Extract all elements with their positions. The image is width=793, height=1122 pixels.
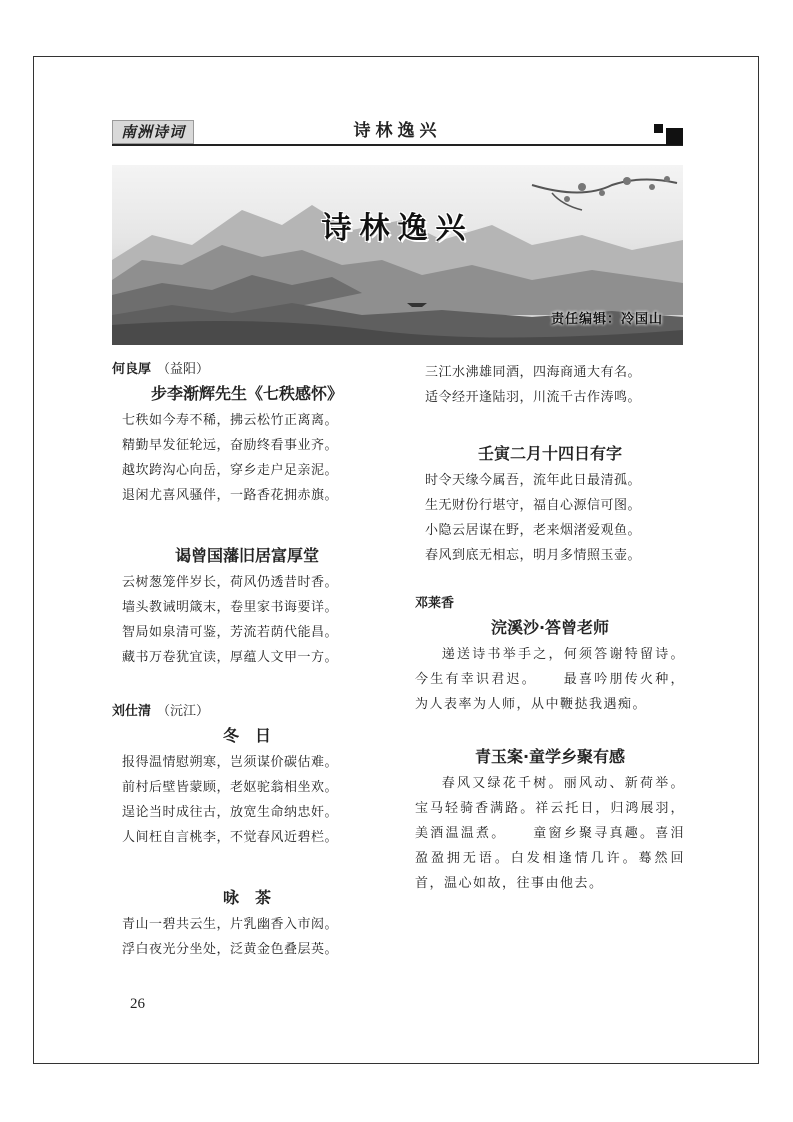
author-deng-laixiang — [415, 594, 685, 614]
header-rule — [112, 144, 683, 146]
author-place: （沅江） — [157, 704, 210, 719]
banner-title: 诗林逸兴 — [321, 211, 474, 246]
poem-line: 逞论当时成往古，放宽生命纳忠奸。 — [122, 805, 339, 820]
poem-title: 冬 日 — [222, 726, 271, 745]
poem-line: 七秩如今寿不稀，拂云松竹正离离。 — [122, 413, 339, 428]
poem-line: 前村后壁皆蒙顾，老妪驼翁相坐欢。 — [122, 780, 339, 795]
poem-line: 藏书万卷犹宜读，厚蕴人文甲一方。 — [122, 650, 339, 665]
author-he-lianghou — [112, 360, 382, 380]
ci-part-1: 春风又绿花千树。丽风动、新荷举。宝马轻骑香满路。祥云托日，归鸿展羽，美酒温温煮。 — [415, 776, 685, 841]
banner — [112, 165, 683, 345]
poem-line: 人间枉自言桃李，不觉春风近碧栏。 — [122, 830, 339, 845]
author-name: 刘仕清 — [112, 704, 152, 719]
ci-text — [415, 642, 685, 717]
poem-line: 时令天缘今属吾，流年此日最清孤。 — [425, 473, 642, 488]
poem-title: 步李渐辉先生《七秩感怀》 — [150, 384, 343, 403]
poem-line: 精勤早发征轮远，奋励终看事业齐。 — [122, 438, 339, 453]
left-column — [112, 360, 382, 962]
right-column — [415, 360, 685, 896]
poem-title: 青玉案·童学乡聚有感 — [474, 747, 626, 766]
poem-line: 春风到底无相忘，明月多情照玉壶。 — [425, 548, 642, 563]
poem-title: 壬寅二月十四日有字 — [477, 444, 622, 463]
poem-title: 浣溪沙·答曾老师 — [490, 618, 610, 637]
editor-credit: 责任编辑：冷国山 — [550, 312, 663, 327]
poem-line: 云树葱笼伴岁长，荷风仍透昔时香。 — [122, 575, 339, 590]
page-number: 26 — [130, 996, 145, 1012]
magazine-brand: 南洲诗词 — [112, 120, 194, 144]
poem-line: 小隐云居谋在野，老来烟渚爱观鱼。 — [425, 523, 642, 538]
author-place: （益阳） — [157, 362, 210, 377]
poem-title: 谒曾国藩旧居富厚堂 — [174, 546, 319, 565]
poem-line: 浮白夜光分坐处，泛黄金色叠层英。 — [122, 942, 339, 957]
author-name: 邓莱香 — [415, 596, 455, 611]
ci-part-2: 最喜吟朋传火种，为人表率为人师，从中鞭挞我遇痴。 — [415, 672, 685, 712]
poem-line: 报得温情慰朔寒，岂须谋价碳估难。 — [122, 755, 339, 770]
author-liu-shiqing — [112, 702, 382, 722]
poem-title: 咏 茶 — [222, 888, 271, 907]
poem-line: 生无财份行堪守，福自心源信可图。 — [425, 498, 642, 513]
author-name: 何良厚 — [112, 362, 152, 377]
poem-line: 越坎跨沟心向岳，穿乡走户足亲泥。 — [122, 463, 339, 478]
ci-text — [415, 771, 685, 896]
poem-line: 适令经开逢陆羽，川流千古作涛鸣。 — [425, 390, 642, 405]
large-square-icon — [666, 128, 683, 145]
poem-line: 退闲尤喜风骚伴，一路香花拥赤旗。 — [122, 488, 339, 503]
poem-line: 智局如泉清可鉴，芳流若荫代能昌。 — [122, 625, 339, 640]
poem-line: 墙头教诫明箴末，卷里家书诲要详。 — [122, 600, 339, 615]
poem-line: 三江水沸雄同酒，四海商通大有名。 — [425, 365, 642, 380]
section-title: 诗林逸兴 — [353, 121, 442, 141]
ci-part-2: 童窗乡聚寻真趣。喜泪盈盈拥无语。白发相逢情几许。蓦然回首，温心如故，往事由他去。 — [415, 826, 685, 891]
ci-part-1: 递送诗书举手之，何须答谢特留诗。今生有幸识君迟。 — [415, 647, 685, 687]
poem-line: 青山一碧共云生，片乳幽香入市闳。 — [122, 917, 339, 932]
small-square-icon — [654, 124, 663, 133]
page-header — [112, 118, 683, 146]
